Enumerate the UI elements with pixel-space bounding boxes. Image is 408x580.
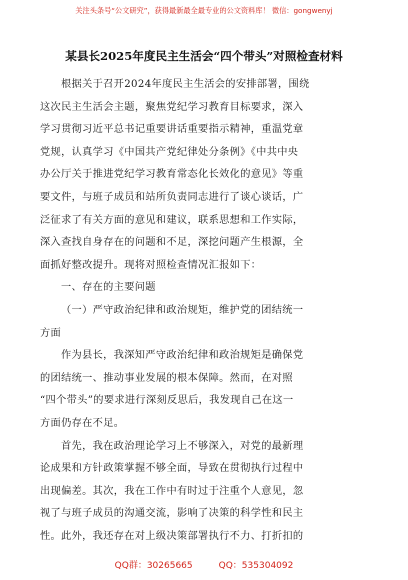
paragraph-line: 性。此外，我还存在对上级决策部署执行不力、打折扣的: [40, 530, 304, 542]
paragraph-line: 首先，我在政治理论学习上不够深入，对党的最新理: [61, 440, 304, 452]
paragraph-line: 论成果和方针政策掌握不够全面，导致在贯彻执行过程中: [40, 463, 304, 475]
paragraph-line: 这次民主生活会主题，聚焦党纪学习教育目标要求，深入: [40, 101, 304, 113]
document-body: [40, 74, 358, 548]
paragraph-line: 深入查找自身存在的问题和不足，深挖问题产生根源，全: [40, 237, 304, 249]
paragraph-line: 根据关于召开2024年度民主生活会的安排部署，围绕: [61, 79, 310, 90]
subsection-heading: （一）严守政治纪律和政治规矩，维护党的团结统一: [61, 304, 304, 316]
paragraph-line: 党规，认真学习《中国共产党纪律处分条例》《中共中央: [40, 146, 299, 158]
paragraph-line: 出现偏差。其次，我在工作中有时过于注重个人意见，忽: [40, 485, 304, 497]
subsection-heading-continued: 方面: [40, 327, 62, 339]
paragraph-line: 泛征求了有关方面的意见和建议，联系思想和工作实际，: [40, 214, 304, 226]
paragraph-line: 面抓好整改提升。现将对照检查情况汇报如下：: [40, 259, 262, 271]
section-heading: 一、存在的主要问题: [61, 282, 156, 294]
paragraph-line: 视了与班子成员的沟通交流，影响了决策的科学性和民主: [40, 508, 304, 520]
document-title: 某县长2025年度民主生活会“四个带头”对照检查材料: [65, 49, 343, 63]
paragraph-line: 办公厅关于推进党纪学习教育常态化长效化的意见》等重: [40, 169, 304, 181]
paragraph-line: 学习贯彻习近平总书记重要讲话重要指示精神，重温党章: [40, 124, 304, 136]
paragraph-line: “四个带头”的要求进行深刻反思后，我发现自己在这一: [40, 395, 294, 407]
qq-number: QQ：535304092: [218, 561, 294, 571]
qq-group-number: QQ群：30265665: [114, 561, 193, 571]
paragraph-line: 方面仍存在不足。: [40, 417, 125, 429]
paragraph-line: 要文件，与班子成员和站所负责同志进行了谈心谈话，广: [40, 191, 304, 203]
footer-contact: [0, 558, 408, 571]
paragraph-line: 的团结统一、推动事业发展的根本保障。然而，在对照: [40, 372, 293, 384]
header-banner: 关注头条号“公文研究”，获得最新最全最专业的公文资料库！ 微信：gongwenyj: [75, 6, 333, 15]
paragraph-line: 作为县长，我深知严守政治纪律和政治规矩是确保党: [61, 350, 304, 362]
